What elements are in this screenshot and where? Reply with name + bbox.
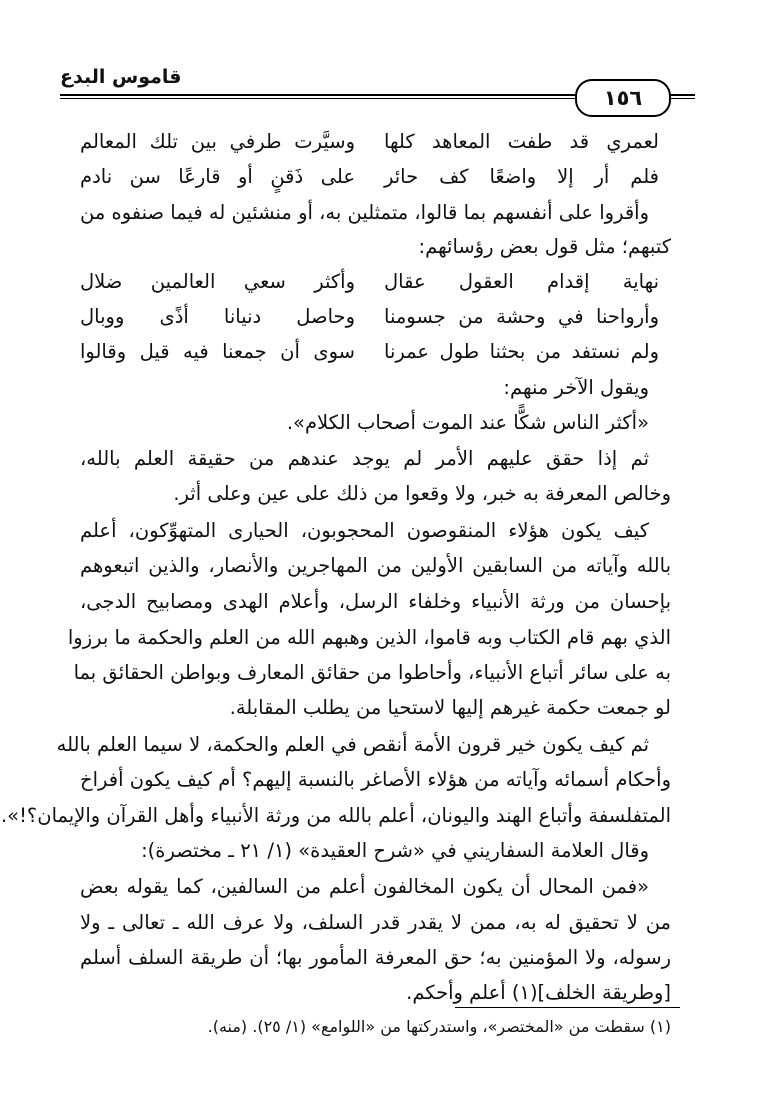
book-title: قاموس البدع [60, 66, 182, 88]
paragraph-line: بالله وآياته من السابقين الأولين من المهاجرين والأنصار، والذين اتبعوهم [80, 554, 671, 577]
verse-left: على ذَقنٍ أو قارعًا سن نادم [80, 165, 355, 188]
verse-left: وحاصل دنيانا أذًى ووبال [80, 305, 355, 328]
paragraph-line: وخالص المعرفة به خبر، ولا وقعوا من ذلك على عين وعلى أثر. [173, 482, 671, 505]
verse-left: سوى أن جمعنا فيه قيل وقالوا [80, 340, 355, 363]
verse-right: نهاية إقدام العقول عقال [384, 270, 659, 293]
footnote-rule [455, 1007, 680, 1008]
paragraph-line: به على سائر أتباع الأنبياء، وأحاطوا من حقائق المعارف وبواطن الحقائق بما [73, 661, 671, 684]
paragraph-line: ويقول الآخر منهم: [503, 376, 649, 399]
verse-left: وسيَّرت طرفي بين تلك المعالم [80, 130, 355, 153]
quote-line: «أكثر الناس شكًّا عند الموت أصحاب الكلام». [286, 411, 649, 434]
paragraph-line: ثم كيف يكون خير قرون الأمة أنقص في العلم والحكمة، لا سيما العلم بالله [56, 733, 649, 756]
quote-line: [وطريقة الخلف](١) أعلم وأحكم. [406, 981, 671, 1004]
paragraph-line: وأحكام أسمائه وآياته من هؤلاء الأصاغر بالنسبة إليهم؟ أم كيف يكون أفراخ [80, 768, 671, 791]
paragraph-line: لو جمعت حكمة غيرهم إليها لاستحيا من يطلب المقابلة. [229, 696, 671, 719]
paragraph-line: الذي بهم قام الكتاب وبه قاموا، الذين وهبهم الله من العلم والحكمة ما برزوا [67, 626, 671, 649]
quote-line: «فمن المحال أن يكون المخالفون أعلم من السالفين، كما يقوله بعض [80, 875, 649, 898]
quote-line: من لا تحقيق له به، ممن لا يقدر قدر السلف، ولا عرف الله ـ تعالى ـ ولا [80, 911, 671, 934]
quote-line: رسوله، ولا المؤمنين به؛ حق المعرفة المأمور بها؛ أن طريقة السلف أسلم [80, 946, 671, 969]
paragraph-line: كتبهم؛ مثل قول بعض رؤسائهم: [418, 235, 671, 258]
footnote: (١) سقطت من «المختصر»، واستدركتها من «اللوامع» (١/ ٢٥). (منه). [207, 1017, 671, 1036]
page-number: ١٥٦ [575, 79, 671, 117]
verse-right: فلم أر إلا واضعًا كف حائر [384, 165, 659, 188]
verse-left: وأكثر سعي العالمين ضلال [80, 270, 355, 293]
verse-right: ولم نستفد من بحثنا طول عمرنا [384, 340, 659, 363]
paragraph-line: ثم إذا حقق عليهم الأمر لم يوجد عندهم من حقيقة العلم بالله، [80, 447, 649, 470]
paragraph-line: وأقروا على أنفسهم بما قالوا، متمثلين به، أو منشئين له فيما صنفوه من [80, 201, 649, 224]
verse-right: وأرواحنا في وحشة من جسومنا [384, 305, 659, 328]
paragraph-line: بإحسان من ورثة الأنبياء وخلفاء الرسل، وأعلام الهدى ومصابيح الدجى، [80, 590, 671, 613]
paragraph-line: وقال العلامة السفاريني في «شرح العقيدة» (١/ ٢١ ـ مختصرة): [141, 839, 649, 862]
verse-right: لعمري قد طفت المعاهد كلها [384, 130, 659, 153]
paragraph-line: كيف يكون هؤلاء المنقوصون المحجوبون، الحيارى المتهوِّكون، أعلم [80, 519, 649, 542]
paragraph-line: المتفلسفة وأتباع الهند واليونان، أعلم بالله من ورثة الأنبياء وأهل القرآن والإيمان؟!». [0, 804, 671, 827]
